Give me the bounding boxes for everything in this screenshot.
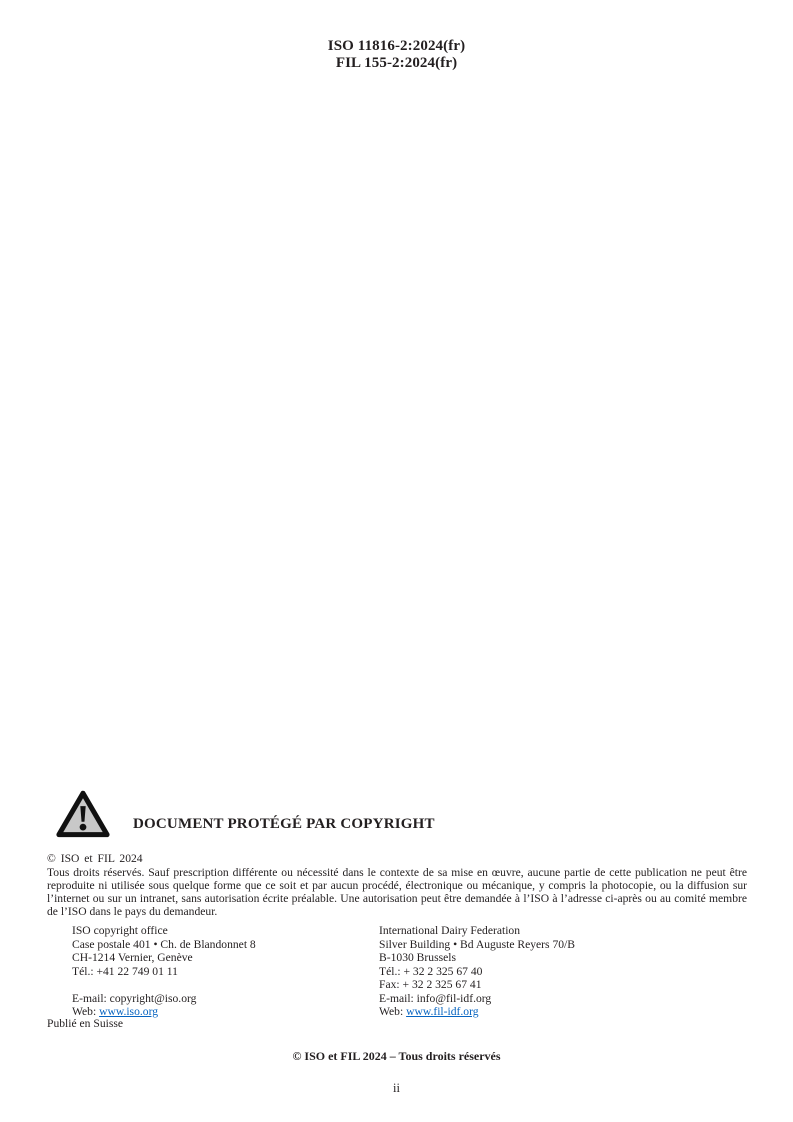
idf-address-line: B-1030 Brussels bbox=[379, 951, 456, 964]
page-number: ii bbox=[393, 1081, 400, 1095]
iso-website-link[interactable]: www.iso.org bbox=[99, 1005, 159, 1018]
footer-copyright-line: © ISO et FIL 2024 – Tous droits réservés bbox=[292, 1049, 501, 1063]
warning-triangle-icon bbox=[55, 789, 111, 840]
fil-reference: FIL 155-2:2024(fr) bbox=[335, 54, 458, 71]
iso-address-line: Case postale 401 • Ch. de Blandonnet 8 bbox=[72, 937, 256, 951]
iso-email-line: E-mail: copyright@iso.org bbox=[72, 991, 197, 1005]
idf-address-line: Silver Building • Bd Auguste Reyers 70/B bbox=[379, 937, 576, 951]
idf-website-link[interactable]: www.fil-idf.org bbox=[406, 1005, 479, 1018]
idf-address-block bbox=[379, 924, 699, 1019]
publisher-addresses bbox=[72, 924, 732, 1019]
iso-address-line: CH-1214 Vernier, Genève bbox=[72, 951, 193, 964]
iso-address-block bbox=[72, 924, 379, 1019]
iso-address-line-blank bbox=[72, 978, 379, 992]
iso-address-line: ISO copyright office bbox=[72, 924, 168, 937]
idf-web-label: Web: bbox=[379, 1005, 407, 1018]
idf-email-line: E-mail: info@fil-idf.org bbox=[379, 991, 492, 1005]
copyright-legal-text: Tous droits réservés. Sauf prescription différente ou nécessité dans le contexte de sa mise en œuvre, aucune partie de cette publication ne peut être reproduite ni utilisée sous quelque forme que ce soit et par aucun procédé, électronique ou mécanique, y compris la photocopie, ou la diffusion sur l’internet ou sur un intranet, sans autorisation écrite préalable. Une autorisation peut être demandée à l’ISO à l’adresse ci-après ou au comité membre de l’ISO dans le pays du demandeur. bbox=[47, 866, 747, 918]
copyright-holder-line: © ISO et FIL 2024 bbox=[47, 852, 143, 865]
document-reference-header bbox=[0, 38, 793, 71]
iso-web-label: Web: bbox=[72, 1005, 100, 1018]
copyright-banner bbox=[55, 789, 435, 840]
iso-reference: ISO 11816-2:2024(fr) bbox=[327, 38, 466, 54]
idf-address-line: International Dairy Federation bbox=[379, 924, 521, 937]
copyright-banner-title: DOCUMENT PROTÉGÉ PAR COPYRIGHT bbox=[133, 816, 435, 832]
published-in-line: Publié en Suisse bbox=[47, 1017, 124, 1030]
idf-web-line bbox=[379, 1005, 699, 1019]
idf-address-line: Fax: + 32 2 325 67 41 bbox=[379, 978, 482, 991]
iso-address-line: Tél.: +41 22 749 01 11 bbox=[72, 964, 178, 978]
idf-address-line: Tél.: + 32 2 325 67 40 bbox=[379, 964, 483, 978]
